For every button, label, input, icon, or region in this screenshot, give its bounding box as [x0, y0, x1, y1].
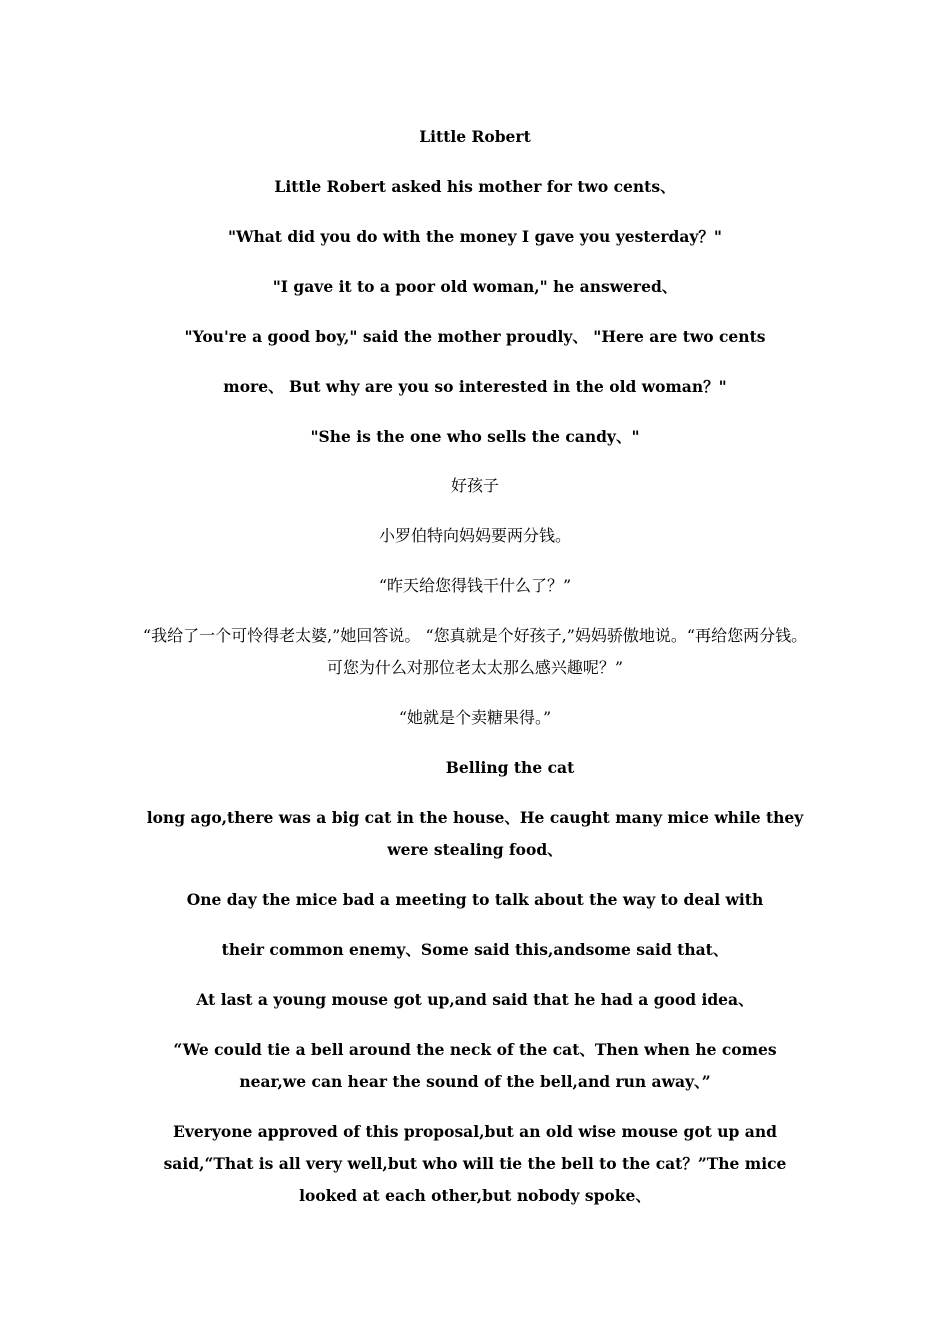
story2-line-2: One day the mice bad a meeting to talk about the way to deal with	[186, 890, 764, 909]
story1-line-4: "You're a good boy," said the mother proudly、 "Here are two cents	[184, 327, 766, 346]
story1-line-2: "What did you do with the money I gave you yesterday？"	[228, 227, 722, 246]
story2-line-4: At last a young mouse got up,and said that he had a good idea、	[196, 990, 754, 1009]
story1-line-3: "I gave it to a poor old woman," he answered、	[272, 277, 678, 296]
story1-cn-line-2: “昨天给您得钱干什么了？”	[378, 576, 572, 595]
story1-cn-title: 好孩子	[450, 476, 499, 495]
story1-cn-line-1: 小罗伯特向妈妈要两分钱。	[378, 526, 571, 545]
story2-line-6: Everyone approved of this proposal,but an old wise mouse got up and said,“That is all very well,but who will tie the bell to the cat？”The mice looked at each other,but nobody spoke、	[163, 1122, 787, 1205]
story1-title: Little Robert	[419, 127, 531, 146]
story2-title: Belling the cat	[445, 758, 575, 777]
story2-line-3: their common enemy、Some said this,andsome said that、	[221, 940, 729, 959]
story1-cn-line-3: “我给了一个可怜得老太婆,”她回答说。 “您真就是个好孩子,”妈妈骄傲地说。“再给您两分钱。可您为什么对那位老太太那么感兴趣呢？”	[142, 626, 808, 677]
story2-line-1: long ago,there was a big cat in the house、He caught many mice while they were stealing food、	[146, 808, 804, 859]
story2-line-5: “We could tie a bell around the neck of the cat、Then when he comes near,we can hear the sound of the bell,and run away、”	[173, 1040, 777, 1091]
story1-cn-line-4: “她就是个卖糖果得。”	[398, 708, 552, 727]
story1-line-5: more、 But why are you so interested in the old woman？"	[223, 377, 727, 396]
story1-line-1: Little Robert asked his mother for two cents、	[274, 177, 676, 196]
story1-line-6: "She is the one who sells the candy、"	[310, 427, 640, 446]
